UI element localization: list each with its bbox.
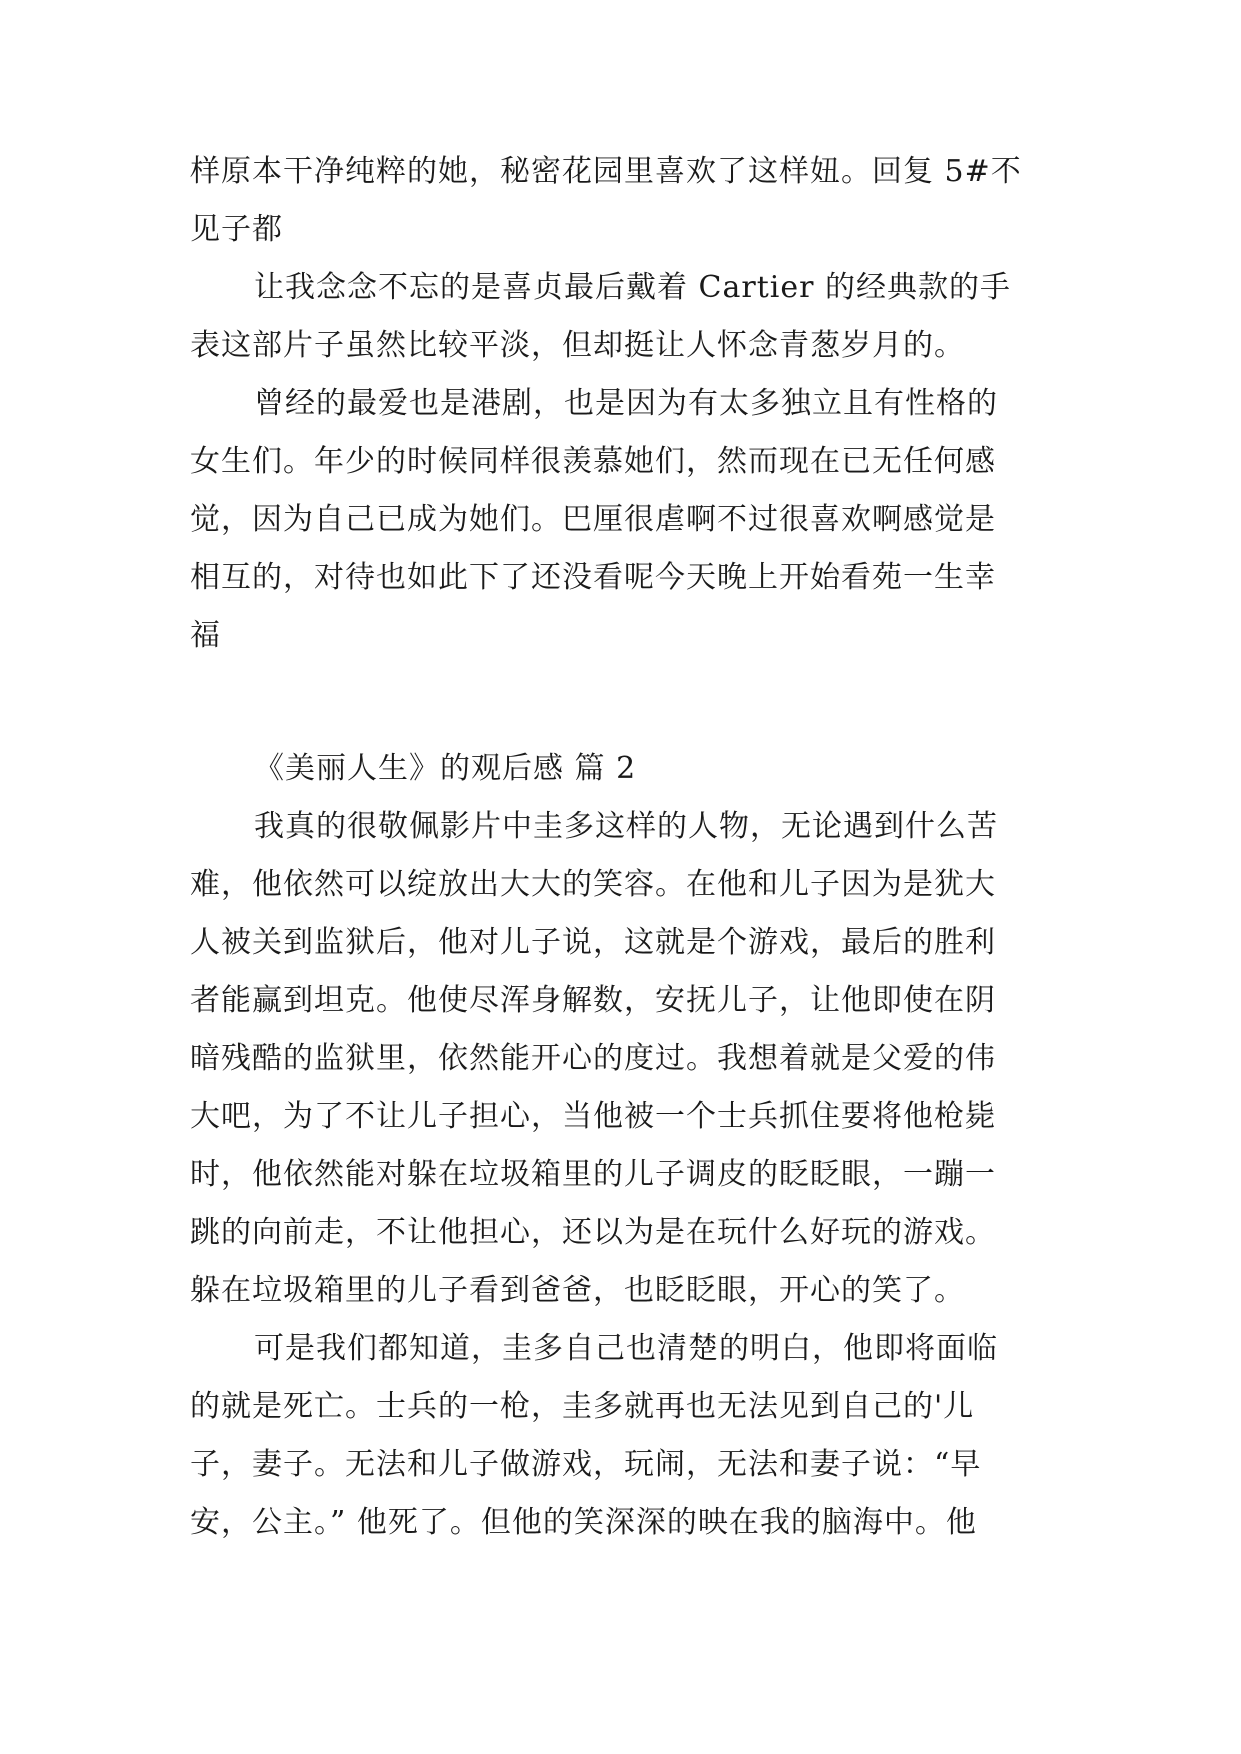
paragraph-line: 见子都 bbox=[190, 212, 283, 247]
paragraph-line: 跳的向前走，不让他担心，还以为是在玩什么好玩的游戏。 bbox=[190, 1215, 996, 1250]
section-1-text bbox=[190, 143, 1060, 665]
paragraph-line: 觉，因为自己已成为她们。巴厘很虐啊不过很喜欢啊感觉是 bbox=[190, 502, 996, 537]
paragraph-line: 女生们。年少的时候同样很羡慕她们，然而现在已无任何感 bbox=[190, 444, 996, 479]
paragraph-line: 让我念念不忘的是喜贞最后戴着 Cartier 的经典款的手 bbox=[254, 270, 1011, 305]
section-2-text bbox=[190, 798, 1060, 1552]
paragraph-line: 大吧，为了不让儿子担心，当他被一个士兵抓住要将他枪毙 bbox=[190, 1099, 996, 1134]
paragraph-line: 可是我们都知道，圭多自己也清楚的明白，他即将面临 bbox=[254, 1331, 998, 1366]
section-heading: 《美丽人生》的观后感 篇 2 bbox=[254, 751, 637, 786]
paragraph-line: 者能赢到坦克。他使尽浑身解数，安抚儿子，让他即使在阴 bbox=[190, 983, 996, 1018]
paragraph-line: 时，他依然能对躲在垃圾箱里的儿子调皮的眨眨眼，一蹦一 bbox=[190, 1157, 996, 1192]
paragraph-line: 相互的，对待也如此下了还没看呢今天晚上开始看苑一生幸 bbox=[190, 560, 996, 595]
paragraph-line: 我真的很敬佩影片中圭多这样的人物，无论遇到什么苦 bbox=[254, 809, 998, 844]
paragraph-line: 子，妻子。无法和儿子做游戏，玩闹，无法和妻子说：“早 bbox=[190, 1447, 982, 1482]
paragraph-line: 曾经的最爱也是港剧，也是因为有太多独立且有性格的 bbox=[254, 386, 998, 421]
paragraph-line: 的就是死亡。士兵的一枪，圭多就再也无法见到自己的'儿 bbox=[190, 1389, 975, 1424]
paragraph-line: 表这部片子虽然比较平淡，但却挺让人怀念青葱岁月的。 bbox=[190, 328, 965, 363]
paragraph-line: 难，他依然可以绽放出大大的笑容。在他和儿子因为是犹大 bbox=[190, 867, 996, 902]
paragraph-line: 安，公主。” 他死了。但他的笑深深的映在我的脑海中。他 bbox=[190, 1505, 977, 1540]
paragraph-line: 暗残酷的监狱里，依然能开心的度过。我想着就是父爱的伟 bbox=[190, 1041, 996, 1076]
paragraph-line: 躲在垃圾箱里的儿子看到爸爸，也眨眨眼，开心的笑了。 bbox=[190, 1273, 965, 1308]
paragraph-line: 人被关到监狱后，他对儿子说，这就是个游戏，最后的胜利 bbox=[190, 925, 996, 960]
paragraph-line: 福 bbox=[190, 618, 221, 653]
section-2-heading bbox=[190, 740, 1060, 798]
paragraph-line: 样原本干净纯粹的她，秘密花园里喜欢了这样妞。回复 5#不 bbox=[190, 154, 1022, 189]
